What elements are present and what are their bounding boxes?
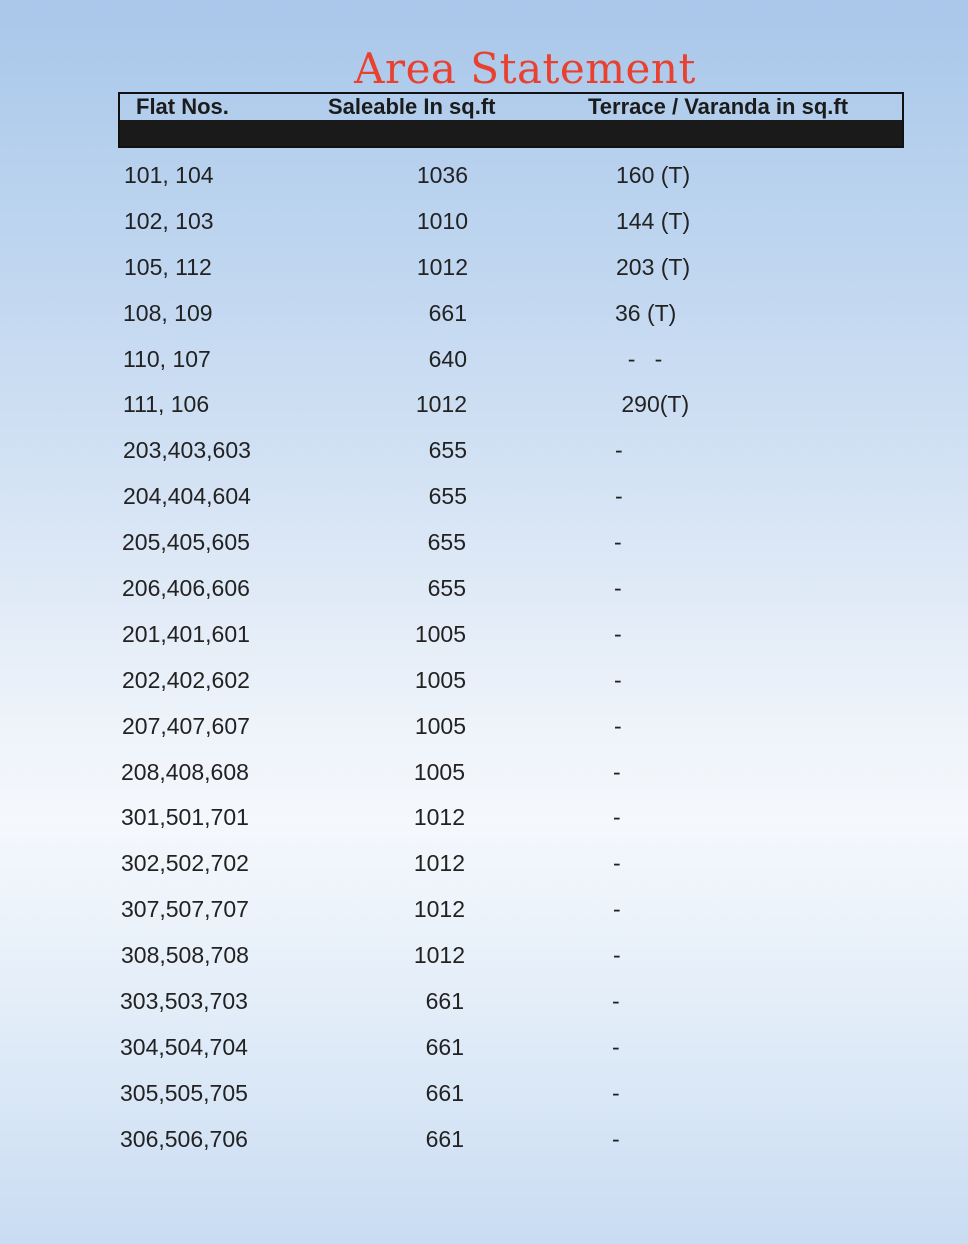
table-row: [0, 244, 968, 290]
flat-cell: 307,507,707: [121, 896, 249, 923]
saleable-cell: 1005: [414, 620, 466, 647]
terrace-cell: -: [614, 575, 622, 602]
table-row: [0, 657, 968, 703]
column-header-terrace: Terrace / Varanda in sq.ft: [588, 94, 849, 119]
flat-cell: 105, 112: [124, 253, 212, 280]
saleable-cell: 640: [428, 345, 467, 372]
terrace-cell: -: [613, 758, 621, 785]
terrace-cell: -: [614, 620, 622, 647]
table-row: [0, 749, 968, 795]
flat-cell: 110, 107: [123, 345, 211, 372]
terrace-cell: -: [613, 804, 621, 831]
table-row: [0, 152, 968, 198]
saleable-cell: 655: [427, 575, 466, 602]
saleable-cell: 1005: [414, 666, 466, 693]
header-bar: [120, 120, 902, 146]
flat-cell: 102, 103: [124, 207, 214, 234]
saleable-cell: 1012: [415, 391, 467, 418]
table-row: [0, 794, 968, 840]
saleable-cell: 655: [428, 437, 467, 464]
saleable-cell: 1012: [413, 942, 465, 969]
saleable-cell: 1012: [413, 850, 465, 877]
saleable-cell: 661: [425, 1079, 464, 1106]
saleable-cell: 655: [427, 529, 466, 556]
table-row: [0, 840, 968, 886]
saleable-cell: 1010: [416, 207, 468, 234]
terrace-cell: -: [614, 666, 622, 693]
flat-cell: 207,407,607: [122, 712, 250, 739]
flat-cell: 304,504,704: [120, 1033, 248, 1060]
terrace-cell: -: [614, 712, 622, 739]
terrace-cell: 203 (T): [616, 253, 691, 280]
table-row: [0, 1024, 968, 1070]
flat-cell: 302,502,702: [121, 850, 249, 877]
table-row: [0, 932, 968, 978]
flat-cell: 305,505,705: [120, 1079, 248, 1106]
terrace-cell: -: [613, 850, 621, 877]
table-row: [0, 703, 968, 749]
table-row: [0, 198, 968, 244]
flat-cell: 208,408,608: [121, 758, 249, 785]
saleable-cell: 1005: [413, 758, 465, 785]
terrace-cell: 290(T): [615, 391, 690, 418]
terrace-cell: -: [612, 1079, 620, 1106]
terrace-cell: 144 (T): [616, 207, 691, 234]
saleable-cell: 1036: [416, 162, 468, 188]
flat-cell: 308,508,708: [121, 942, 249, 969]
table-row: [0, 381, 968, 427]
table-row: [0, 427, 968, 473]
column-header-saleable: Saleable In sq.ft: [328, 94, 496, 119]
flat-cell: 303,503,703: [120, 988, 248, 1015]
terrace-cell: -: [615, 483, 623, 510]
terrace-cell: -: [612, 1125, 620, 1152]
terrace-cell: 36 (T): [615, 299, 677, 326]
saleable-cell: 1012: [413, 896, 465, 923]
table-row: [0, 1116, 968, 1162]
saleable-cell: 1012: [416, 253, 468, 280]
terrace-cell: 160 (T): [616, 162, 691, 188]
saleable-cell: 661: [428, 299, 467, 326]
flat-cell: 206,406,606: [122, 575, 250, 602]
flat-cell: 108, 109: [123, 299, 213, 326]
saleable-cell: 1005: [414, 712, 466, 739]
terrace-cell: -: [612, 988, 620, 1015]
table-row: [0, 565, 968, 611]
table-row: [0, 336, 968, 382]
flat-cell: 204,404,604: [123, 483, 251, 510]
table-row: [0, 611, 968, 657]
saleable-cell: 661: [425, 1033, 464, 1060]
saleable-cell: 661: [425, 988, 464, 1015]
saleable-cell: 1012: [413, 804, 465, 831]
column-header-flat: Flat Nos.: [136, 94, 229, 119]
table-row: [0, 978, 968, 1024]
table-row: [0, 1070, 968, 1116]
table-header: [118, 92, 904, 148]
table-row: [0, 886, 968, 932]
flat-cell: 201,401,601: [122, 620, 250, 647]
saleable-cell: 655: [428, 483, 467, 510]
saleable-cell: 661: [425, 1125, 464, 1152]
terrace-cell: -: [613, 942, 621, 969]
flat-cell: 205,405,605: [122, 529, 250, 556]
terrace-cell: -: [615, 437, 623, 464]
flat-cell: 111, 106: [123, 391, 210, 418]
table-row: [0, 519, 968, 565]
flat-cell: 203,403,603: [123, 437, 251, 464]
flat-cell: 101, 104: [124, 162, 214, 188]
table-body: [0, 152, 968, 1162]
flat-cell: 306,506,706: [120, 1125, 248, 1152]
terrace-cell: -: [614, 529, 622, 556]
terrace-cell: - -: [615, 345, 663, 372]
flat-cell: 301,501,701: [121, 804, 249, 831]
flat-cell: 202,402,602: [122, 666, 250, 693]
page-title: Area Statement: [354, 44, 696, 93]
terrace-cell: -: [612, 1033, 620, 1060]
table-row: [0, 473, 968, 519]
terrace-cell: -: [613, 896, 621, 923]
table-row: [0, 290, 968, 336]
